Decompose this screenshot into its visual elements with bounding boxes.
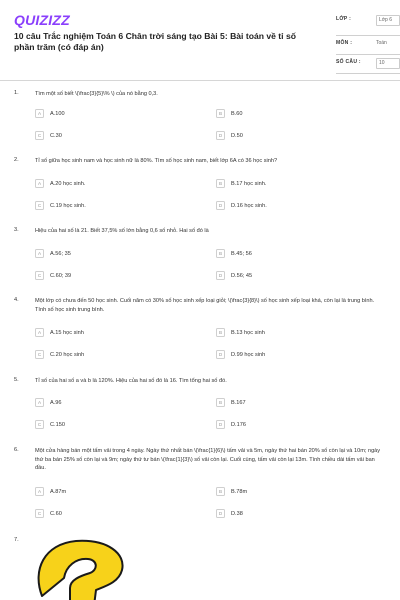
meta-count: [336, 55, 400, 74]
question-text: Tỉ số giữa học sinh nam và học sinh nữ là 80%. Tìm số học sinh nam, biết lớp 6A có 36 học sinh?: [35, 158, 278, 164]
option-letter: B: [216, 179, 225, 188]
option-letter: D: [216, 201, 225, 210]
question-text: Một cửa hàng bán một tấm vải trong 4 ngày. Ngày thứ nhất bán \(\frac{1}{6}\) tấm vải và 5m, ngày thứ hai bán 20% số còn lại và 10m; ngày thứ ba bán 25% số còn lại và 9m; ngày thứ tư bán \(\frac{1}{3}\) số vải còn lại. Cuối cùng, tấm vải còn lại 13m. Tính chiều dài tấm vải ban đầu.: [35, 448, 381, 472]
option-c[interactable]: [35, 509, 185, 522]
question-number: 4.: [14, 297, 19, 303]
meta-value: Toán: [376, 40, 387, 46]
option-a[interactable]: [35, 249, 185, 262]
document-title: 10 câu Trắc nghiệm Toán 6 Chân trời sáng tạo Bài 5: Bài toán về tỉ số phần trăm (có đáp án): [14, 31, 296, 52]
option-text: D.16 học sinh.: [231, 202, 267, 209]
option-d[interactable]: [216, 271, 366, 284]
option-b[interactable]: [216, 487, 366, 500]
option-text: B.17 học sinh.: [231, 180, 267, 187]
quizizz-logo: QUIZIZZ: [14, 12, 70, 28]
question-number: 1.: [14, 90, 19, 96]
meta-panel: [336, 12, 400, 74]
option-letter: D: [216, 131, 225, 140]
meta-value: Lớp 6: [376, 15, 400, 26]
option-text: A.56; 35: [50, 250, 71, 257]
option-c[interactable]: [35, 420, 185, 433]
meta-label: MÔN :: [336, 40, 353, 46]
option-text: B.167: [231, 399, 246, 406]
option-text: C.19 học sinh.: [50, 202, 86, 209]
option-letter: C: [35, 420, 44, 429]
meta-label: LỚP :: [336, 16, 352, 22]
document-header: [14, 10, 393, 72]
question-mark-icon: [30, 536, 130, 600]
option-b[interactable]: [216, 249, 366, 262]
option-c[interactable]: [35, 271, 185, 284]
option-d[interactable]: [216, 131, 366, 144]
header-divider: [0, 80, 400, 81]
option-letter: D: [216, 420, 225, 429]
option-text: A.96: [50, 399, 62, 406]
option-d[interactable]: [216, 201, 366, 214]
question-number: 6.: [14, 447, 19, 453]
option-letter: A: [35, 249, 44, 258]
option-text: C.20 học sinh: [50, 351, 85, 358]
option-a[interactable]: [35, 109, 185, 122]
option-text: C.60; 39: [50, 272, 72, 279]
option-c[interactable]: [35, 350, 185, 363]
option-letter: C: [35, 131, 44, 140]
option-a[interactable]: [35, 487, 185, 500]
option-text: D.56; 45: [231, 272, 253, 279]
option-letter: B: [216, 328, 225, 337]
option-letter: B: [216, 398, 225, 407]
meta-value: 10: [376, 58, 400, 69]
question-number: 5.: [14, 377, 19, 383]
option-text: D.50: [231, 132, 243, 139]
option-b[interactable]: [216, 398, 366, 411]
option-a[interactable]: [35, 179, 185, 192]
option-text: B.60: [231, 110, 243, 117]
option-text: A.20 học sinh.: [50, 180, 86, 187]
option-text: A.15 học sinh: [50, 329, 84, 336]
option-d[interactable]: [216, 509, 366, 522]
option-text: D.38: [231, 510, 243, 517]
option-text: C.60: [50, 510, 62, 517]
option-a[interactable]: [35, 398, 185, 411]
option-letter: A: [35, 487, 44, 496]
option-text: A.87m: [50, 488, 67, 495]
option-letter: B: [216, 109, 225, 118]
option-letter: C: [35, 201, 44, 210]
option-text: B.45; 56: [231, 250, 252, 257]
question-text: Tỉ số của hai số a và b là 120%. Hiệu của hai số đó là 16. Tìm tổng hai số đó.: [35, 378, 227, 384]
option-letter: A: [35, 179, 44, 188]
meta-subject: [336, 36, 400, 55]
option-letter: A: [35, 109, 44, 118]
option-letter: D: [216, 271, 225, 280]
option-letter: D: [216, 509, 225, 518]
option-letter: C: [35, 271, 44, 280]
option-text: A.100: [50, 110, 65, 117]
option-letter: C: [35, 509, 44, 518]
option-c[interactable]: [35, 201, 185, 214]
question-7-number: 7.: [14, 537, 19, 543]
option-letter: B: [216, 487, 225, 496]
option-letter: C: [35, 350, 44, 359]
meta-label: SỐ CÂU :: [336, 59, 361, 65]
option-b[interactable]: [216, 109, 366, 122]
option-a[interactable]: [35, 328, 185, 341]
option-letter: A: [35, 328, 44, 337]
option-letter: D: [216, 350, 225, 359]
option-text: D.176: [231, 421, 246, 428]
option-letter: A: [35, 398, 44, 407]
question-number: 2.: [14, 157, 19, 163]
option-text: C.30: [50, 132, 62, 139]
question-text: Hiệu của hai số là 21. Biết 37,5% số lớn bằng 0,6 số nhỏ. Hai số đó là: [35, 228, 209, 234]
option-text: B.78m: [231, 488, 248, 495]
option-text: C.150: [50, 421, 65, 428]
option-letter: B: [216, 249, 225, 258]
question-number: 3.: [14, 227, 19, 233]
meta-grade: [336, 12, 400, 36]
option-d[interactable]: [216, 420, 366, 433]
option-b[interactable]: [216, 328, 366, 341]
option-c[interactable]: [35, 131, 185, 144]
question-mark-shape: [39, 541, 123, 600]
option-text: B.13 học sinh: [231, 329, 265, 336]
option-d[interactable]: [216, 350, 366, 363]
question-text: Tìm một số biết \(\frac{3}{5}\% \) của nó bằng 0,3.: [35, 91, 158, 97]
question-text: Một lớp có chưa đến 50 học sinh. Cuối năm có 30% số học sinh xếp loại giỏi; \(\frac{3}{8}\) số học sinh xếp loại khá, còn lại là trung bình. Tính số học sinh trung bình.: [35, 298, 375, 313]
option-b[interactable]: [216, 179, 366, 192]
option-text: D.99 học sinh: [231, 351, 266, 358]
